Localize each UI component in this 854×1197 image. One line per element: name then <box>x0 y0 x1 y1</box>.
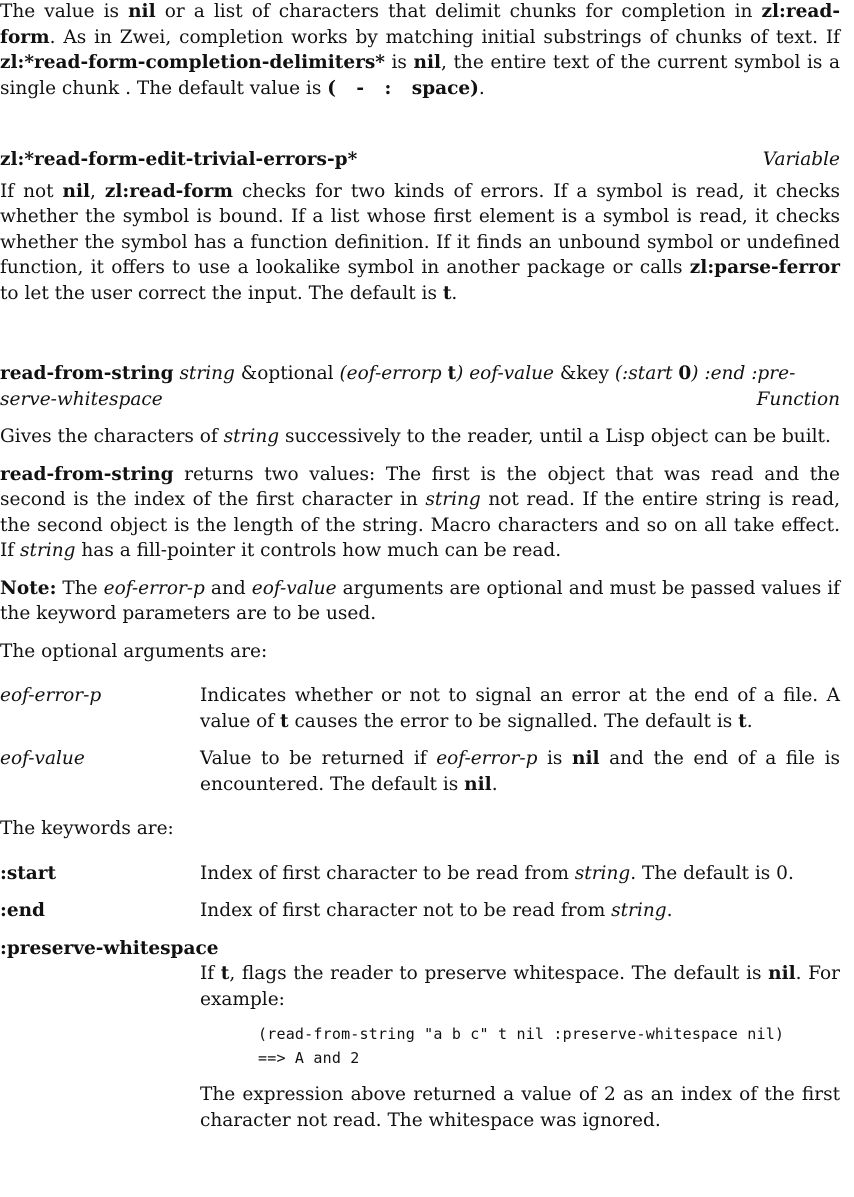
param-ref-string: string <box>611 900 667 921</box>
description-1 <box>0 424 840 450</box>
text: The value is <box>0 1 129 22</box>
param-ref-string: string <box>425 489 481 510</box>
keyword-nil: nil <box>572 748 600 769</box>
function-name: read-from-string <box>0 463 174 485</box>
text: arguments are optional and must be passed values if the keyword parameters are to be used. <box>0 577 840 624</box>
keyword-preserve-whitespace <box>0 936 840 1134</box>
signature-line-2 <box>0 387 840 413</box>
entry-edit-trivial-errors <box>0 147 840 306</box>
keyword-nil: nil <box>62 180 91 202</box>
keyword-term: :start <box>0 862 57 884</box>
function-signature <box>0 361 840 387</box>
keyword-start <box>0 861 840 887</box>
text: . <box>478 77 485 99</box>
default-zero: 0 <box>678 363 692 384</box>
function-name-read-form: zl:read-form <box>104 180 233 202</box>
param-ref-eof-error-p: eof-error-p <box>103 577 205 599</box>
keyword-description <box>200 898 840 924</box>
text: . <box>451 282 458 304</box>
text: . As in Zwei, completion works by matching initial substrings of chunks of text. If <box>49 26 840 48</box>
text: , <box>90 180 105 202</box>
text: , flags the reader to preserve whitespace. The default is <box>229 963 769 984</box>
text: or a list of characters that delimit chunks for completion in <box>155 1 762 22</box>
param-eof-errorp: (eof-errorp <box>339 363 448 384</box>
text: causes the error to be signalled. The default is <box>288 710 739 732</box>
default-value: ( - : space) <box>327 77 479 99</box>
keyword-description <box>200 961 840 1012</box>
arg-description <box>200 683 840 734</box>
param-eof-value: eof-value <box>463 363 560 384</box>
text: checks for two kinds of errors. If a symbol is read, it checks whether the symbol is bound. If a list whose first element is a symbol is read, it checks whether the symbol has a function definition. If it finds an unbound symbol or undefined function, it offers to use a lookalike symbol in another package or calls <box>0 180 841 278</box>
paren: ) <box>456 363 464 384</box>
code-example <box>258 1022 840 1070</box>
completion-delimiters-paragraph <box>0 0 840 101</box>
keyword-nil: nil <box>128 1 156 22</box>
text: is <box>537 748 573 769</box>
function-name-parse-ferror: zl:parse-ferror <box>689 257 840 278</box>
entry-name: zl:*read-form-edit-trivial-errors-p* <box>0 149 358 170</box>
param-preserve-whitespace-cont: serve-whitespace <box>0 388 163 410</box>
text: and <box>204 577 252 599</box>
keywords-intro: The keywords are: <box>0 818 174 839</box>
entry-category: Function <box>756 388 840 410</box>
text: . The default is 0. <box>630 862 794 884</box>
param-ref-eof-error-p: eof-error-p <box>436 748 538 769</box>
note-label: Note: <box>0 577 57 599</box>
optional-arg-eof-value <box>0 746 840 797</box>
paren: ) <box>691 363 699 384</box>
keyword-t: t <box>447 363 457 384</box>
keyword-term: :end <box>0 900 45 921</box>
text: Index of first character not to be read from <box>200 900 612 921</box>
arg-term: eof-value <box>0 748 85 769</box>
text: returns two values: The first is the object that was read and the second is the index of the first character in <box>0 463 840 510</box>
keyword-t: t <box>442 282 452 304</box>
param-end-preserve: :end :pre- <box>698 363 796 384</box>
optional-arg-eof-error-p <box>0 683 840 734</box>
text: . For example: <box>200 963 840 1010</box>
function-name: read-from-string <box>0 363 174 384</box>
param-ref-string: string <box>574 862 631 884</box>
lambda-keyword-key: &key <box>559 363 615 384</box>
keyword-end <box>0 898 840 924</box>
text: has a fill-pointer it controls how much can be read. <box>75 540 562 561</box>
text: Gives the characters of <box>0 426 224 447</box>
variable-name-delimiters: zl:*read-form-completion-delimiters* <box>0 52 385 73</box>
description-2 <box>0 462 840 564</box>
lambda-keyword-optional: &optional <box>234 363 340 384</box>
optional-args-intro: The optional arguments are: <box>0 640 268 662</box>
entry-category: Variable <box>762 149 840 170</box>
text: The <box>56 577 104 599</box>
keyword-nil: nil <box>413 52 442 73</box>
keyword-t: t <box>280 710 289 732</box>
text: successively to the reader, until a Lisp object can be built. <box>279 426 831 447</box>
keyword-nil: nil <box>768 963 796 984</box>
entry-read-from-string <box>0 361 840 1133</box>
text: and the end of a file is encountered. The default is <box>200 748 840 795</box>
param-ref-string: string <box>223 426 280 447</box>
arg-term: eof-error-p <box>0 685 102 706</box>
text: Value to be returned if <box>200 748 437 769</box>
arg-description <box>200 746 840 797</box>
text: If <box>200 963 221 984</box>
text: . <box>491 773 498 795</box>
note-paragraph <box>0 576 840 627</box>
text: to let the user correct the input. The default is <box>0 282 443 304</box>
param-string: string <box>179 363 235 384</box>
text: not read. If the entire string is read, the second object is the length of the string. Macro characters and so on all take effect. If <box>0 489 840 561</box>
text: Index of first character to be read from <box>200 862 575 884</box>
param-ref-string: string <box>20 540 76 561</box>
entry-description <box>0 179 840 307</box>
example-explanation: The expression above returned a value of 2 as an index of the first character not read. The whitespace was ignored. <box>200 1084 840 1131</box>
param-start: (:start <box>614 363 679 384</box>
text: is <box>384 52 414 73</box>
keyword-t: t <box>220 963 230 984</box>
keyword-term: :preserve-whitespace <box>0 937 219 959</box>
entry-header <box>0 147 840 173</box>
text: , the entire text of the current symbol is a single chunk . The default value is <box>0 52 840 99</box>
text: . <box>746 710 753 732</box>
text: If not <box>0 180 63 202</box>
keyword-description <box>200 861 840 887</box>
function-name-read-form: zl:read-form <box>0 1 840 48</box>
code-line: (read-from-string "a b c" t nil :preserve-whitespace nil) <box>258 1025 785 1043</box>
text: Indicates whether or not to signal an error at the end of a file. A value of <box>200 685 840 732</box>
keyword-nil: nil <box>464 773 492 795</box>
code-line: ==> A and 2 <box>258 1049 360 1067</box>
keyword-t: t <box>738 710 747 732</box>
text: . <box>666 900 673 921</box>
param-ref-eof-value: eof-value <box>251 577 337 599</box>
